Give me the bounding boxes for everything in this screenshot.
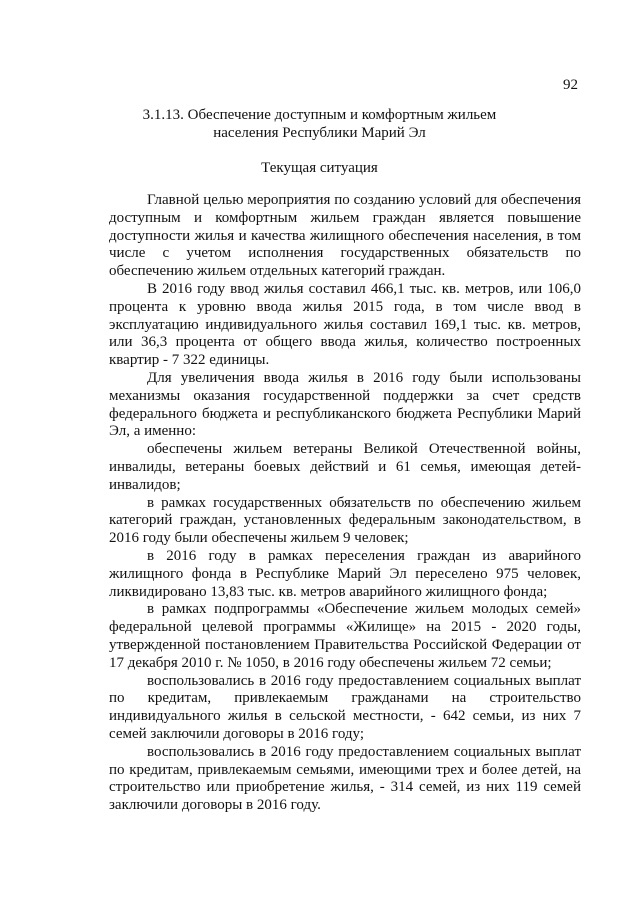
paragraph-veterans: обеспечены жильем ветераны Великой Отечественной войны, инвалиды, ветераны боевых действий и 61 семья, имеющая детей-инвалидов;: [109, 441, 581, 493]
section-title-line-1: 3.1.13. Обеспечение доступным и комфортным жильем: [142, 107, 497, 123]
section-title: [0, 107, 639, 142]
paragraph-support-mechanisms: Для увеличения ввода жилья в 2016 году были использованы механизмы оказания государственной поддержки за счет средств федерального бюджета и республиканского бюджета Республики Марий Эл, а именно:: [109, 369, 581, 440]
paragraph-large-families: воспользовались в 2016 году предоставлением социальных выплат по кредитам, привлекаемым семьями, имеющими трех и более детей, на строительство или приобретение жилья, - 314 семей, из них 119 семей заключили договоры в 2016 году.: [109, 743, 581, 814]
paragraph-state-obligations: в рамках государственных обязательств по обеспечению жильем категорий граждан, установленных федеральным законодательством, в 2016 году были обеспечены жильем 9 человек;: [109, 494, 581, 547]
paragraph-housing-input: В 2016 году ввод жилья составил 466,1 тыс. кв. метров, или 106,0 процента к уровню ввода жилья 2015 года, в том числе ввод в эксплуатацию индивидуального жилья составил 169,1 тыс. кв. метров, или 36,3 процента от общего ввода жилья, количество построенных квартир - 7 322 единицы.: [109, 280, 581, 369]
body-text: [109, 192, 581, 815]
paragraph-young-families: в рамках подпрограммы «Обеспечение жильем молодых семей» федеральной целевой программы «Жилище» на 2015 - 2020 годы, утвержденной постановлением Правительства Российской Федерации от 17 декабря 2010 г. № 1050, в 2016 году обеспечены жильем 72 семьи;: [109, 601, 581, 671]
paragraph-rural-housing: воспользовались в 2016 году предоставлением социальных выплат по кредитам, привлекаемым гражданами на строительство индивидуального жилья в сельской местности, - 642 семьи, из них 7 семей заключили договоры в 2016 году;: [109, 672, 581, 742]
page-number: 92: [563, 77, 578, 93]
paragraph-emergency-resettlement: в 2016 году в рамках переселения граждан из аварийного жилищного фонда в Республике Марий Эл переселено 975 человек, ликвидировано 13,83 тыс. кв. метров аварийного жилищного фонда;: [109, 547, 581, 600]
section-subtitle: Текущая ситуация: [261, 160, 378, 176]
section-title-line-2: населения Республики Марий Эл: [213, 124, 426, 141]
paragraph-goal: Главной целью мероприятия по созданию условий для обеспечения доступным и комфортным жильем граждан является повышение доступности жилья и качества жилищного обеспечения населения, в том числе с учетом исполнения государственных обязательств по обеспечению жильем отдельных категорий граждан.: [109, 192, 581, 280]
